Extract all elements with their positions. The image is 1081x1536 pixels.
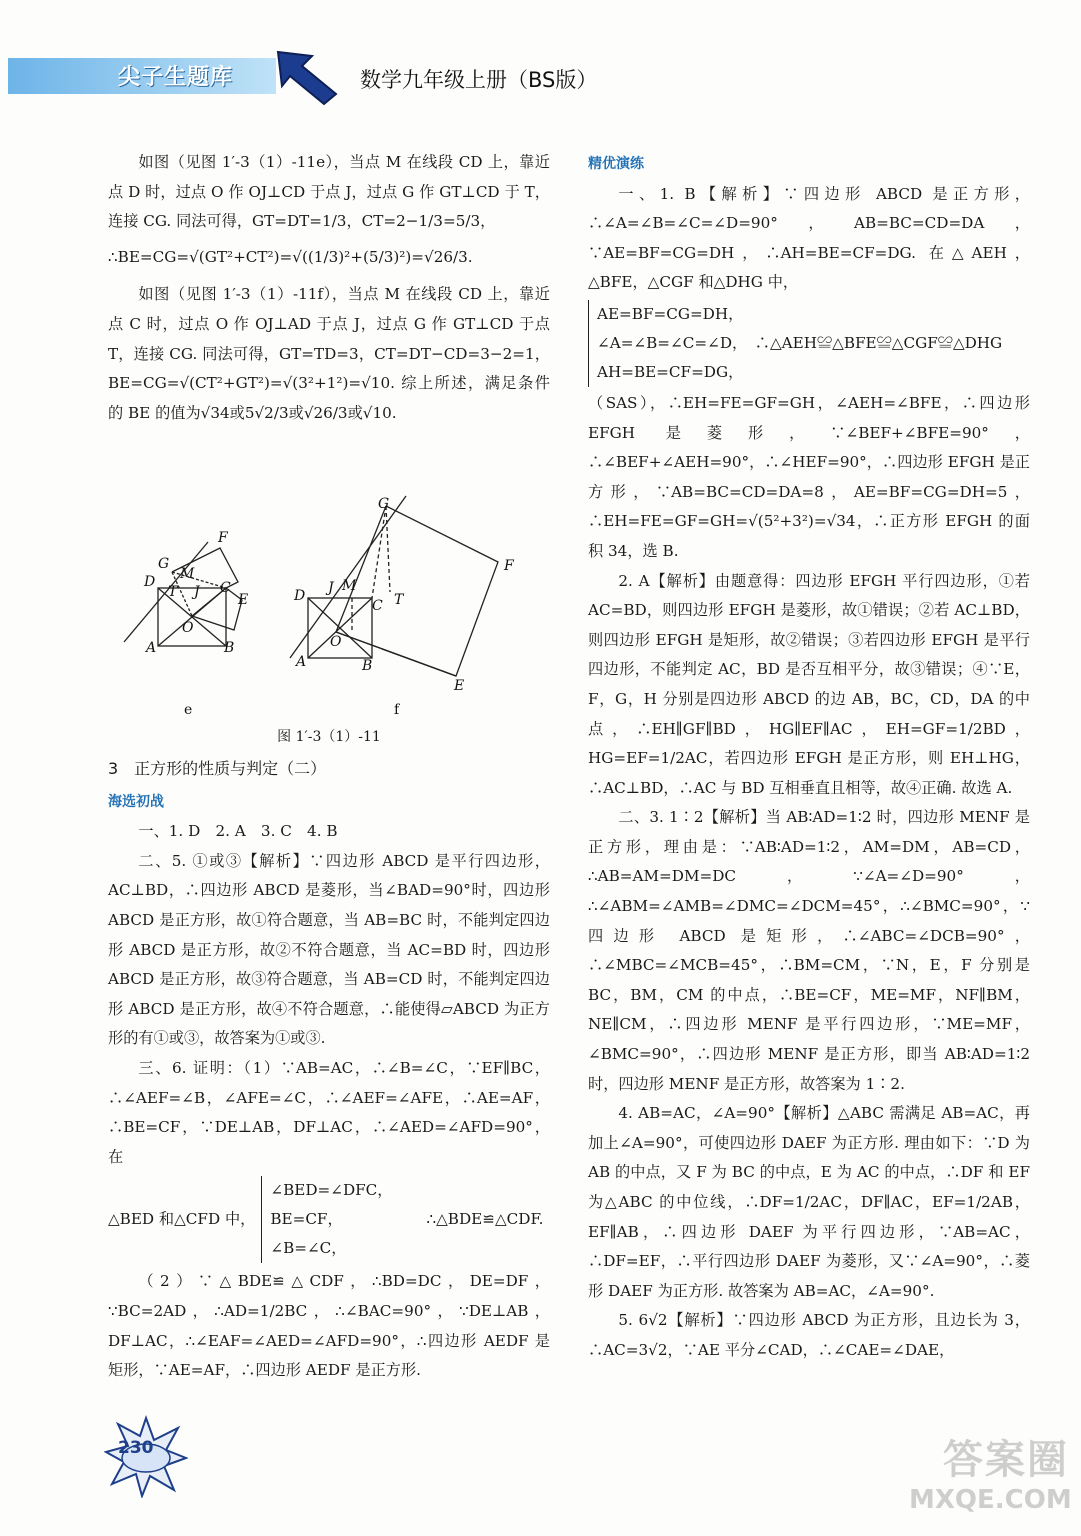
fig-label: O bbox=[330, 634, 342, 650]
fig-label: E bbox=[454, 678, 465, 694]
answer-5: 二、5. ①或③【解析】∵四边形 ABCD 是平行四边形，AC⊥BD，∴四边形 ABCD 是菱形，当∠BAD=90°时，四边形 ABCD 是正方形，故①符合题意，当 AB=BC 时，不能判定四边形 ABCD 是正方形，故②不符合题意，当 AC=BD 时，四边形 ABCD 是正方形，故③符合题意，当 AB=CD 时，不能判定四边形 ABCD 是正方形，故④不符合题意，∴能使得▱ABCD 为正方形的有①或③，故答案为①或③. bbox=[108, 851, 550, 1048]
arrow-icon bbox=[272, 46, 342, 106]
answer-r2: 2. A【解析】由题意得：四边形 EFGH 平行四边形，①若 AC=BD，则四边形 EFGH 是菱形，故①错误；②若 AC⊥BD，则四边形 EFGH 是矩形，故②错误；③若四边形 EFGH 是平行四边形，不能判定 AC，BD 是否互相平分，故③错误；④∵E，F，G，H 分别是四边形 ABCD 的边 AB，BC，CD，DA 的中点，∴EH∥GF∥BD，HG∥EF∥AC，EH=GF=1/2BD，HG=EF=1/2AC，若四边形 EFGH 是正方形，则 EH⊥HG，∴AC⊥BD，∴AC 与 BD 互相垂直且相等，故④正确. 故选 A. bbox=[588, 571, 1030, 797]
fig-label: A bbox=[296, 654, 307, 670]
answer-r5: 5. 6√2【解析】∵四边形 ABCD 为正方形，且边长为 3，∴AC=3√2，∵AE 平分∠CAD，∴∠CAE=∠DAE， bbox=[588, 1311, 1030, 1359]
subsection-label-1: 海选初战 bbox=[108, 793, 164, 810]
answer-r1-continued: （SAS），∴EH=FE=GF=GH，∠AEH=∠BFE，∴四边形 EFGH 是菱形，∵∠BEF+∠BFE=90°，∴∠BEF+∠AEH=90°，∴∠HEF=90°，∴四边形 EFGH 是正方形，∵AB=BC=CD=DA=8，AE=BF=CG=DH=5，∴EH=FE=GF=GH=√(5²+3²)=√34，∴正方形 EFGH 的面积 34，选 B. bbox=[588, 393, 1030, 560]
system-line: ∠B=∠C， bbox=[270, 1239, 347, 1258]
fig-label: F bbox=[504, 558, 514, 574]
left-column-top bbox=[108, 148, 550, 428]
section-title: 3 正方形的性质与判定（二） bbox=[108, 759, 327, 778]
fig-label: J bbox=[194, 584, 200, 600]
subsection-label-2: 精优演练 bbox=[588, 156, 644, 172]
formula-be-cg-e: ∴BE=CG=√(GT²+CT²)=√((1/3)²+(5/3)²)=√26/3. bbox=[108, 247, 473, 266]
answers-choice: 一、1. D 2. A 3. C 4. B bbox=[138, 822, 338, 841]
fig-label: D bbox=[144, 574, 156, 590]
subfigure-label-e: e bbox=[184, 702, 193, 718]
fig-label: B bbox=[362, 658, 373, 674]
fig-label: E bbox=[238, 592, 249, 608]
left-column-bottom bbox=[108, 754, 550, 1386]
fig-label: M bbox=[180, 566, 195, 582]
answer-r1: 一、1. B【解析】∵四边形 ABCD 是正方形，∴∠A=∠B=∠C=∠D=90°，AB=BC=CD=DA，∵AE=BF=CG=DH，∴AH=BE=CF=DG. 在△AEH，△BFE，△CGF 和△DHG 中， bbox=[588, 184, 1030, 292]
fig-label: F bbox=[218, 530, 228, 546]
fig-label: C bbox=[372, 598, 383, 614]
fig-label: G bbox=[158, 556, 170, 572]
system-line: AE=BF=CG=DH， bbox=[597, 304, 744, 323]
subfigure-label-f: f bbox=[394, 702, 400, 718]
system-intro: △BED 和△CFD 中， bbox=[108, 1210, 256, 1229]
book-title: 数学九年级上册（BS版） bbox=[360, 68, 598, 92]
fig-label: G bbox=[378, 496, 390, 512]
answer-6-part2: （2）∵△BDE≌△CDF，∴BD=DC，DE=DF，∵BC=2AD，∴AD=1/2BC，∴∠BAC=90°，∵DE⊥AB，DF⊥AC，∴∠EAF=∠AED=∠AFD=90°，∴四边形 AEDF 是矩形，∵AE=AF，∴四边形 AEDF 是正方形. bbox=[108, 1272, 550, 1380]
figure-caption: 图 1′-3（1）-11 bbox=[277, 729, 381, 745]
system-line: AH=BE=CF=DG， bbox=[597, 362, 744, 381]
watermark-logo bbox=[909, 1428, 1072, 1528]
fig-label: C bbox=[220, 580, 231, 596]
system-result: ∴△BDE≌△CDF. bbox=[426, 1210, 544, 1229]
fig-label: O bbox=[182, 620, 194, 636]
fig-label: A bbox=[146, 640, 157, 656]
watermark-text: 答案圈 bbox=[943, 1437, 1069, 1483]
r1-system-brace bbox=[588, 300, 1030, 387]
brand-title: 尖子生题库 bbox=[118, 65, 234, 90]
watermark-url: MXQE.COM bbox=[909, 1485, 1072, 1515]
fig-label: J bbox=[328, 580, 334, 596]
congruence-system bbox=[108, 1176, 550, 1263]
answer-r4: 4. AB=AC，∠A=90°【解析】△ABC 需满足 AB=AC，再加上∠A=90°，可使四边形 DAEF 为正方形. 理由如下：∵D 为 AB 的中点，又 F 为 BC 的中点，E 为 AC 的中点，∴DF 和 EF 为△ABC 的中位线，∴DF=1/2AC，DF∥AC，EF=1/2AB，EF∥AB，∴四边形 DAEF 为平行四边形，∵AB=AC，∴DF=EF，∴平行四边形 DAEF 为菱形，又∵∠A=90°，∴菱形 DAEF 为正方形. 故答案为 AB=AC，∠A=90°. bbox=[588, 1104, 1030, 1300]
system-line: BE=CF， bbox=[270, 1210, 343, 1229]
answer-6-part1: 三、6. 证明：（1）∵AB=AC，∴∠B=∠C，∵EF∥BC，∴∠AEF=∠B，∠AFE=∠C，∴∠AEF=∠AFE，∴AE=AF，∴BE=CF，∵DE⊥AB，DF⊥AC，∴∠AED=∠AFD=90°，在 bbox=[108, 1058, 550, 1166]
system-line: ∠A=∠B=∠C=∠D， ∴△AEH≌△BFE≌△CGF≌△DHG bbox=[597, 333, 1003, 352]
geometry-figure bbox=[108, 492, 550, 724]
fig-label: T bbox=[394, 592, 404, 608]
answer-r3: 二、3. 1∶2【解析】当 AB∶AD=1∶2 时，四边形 MENF 是正方形，理由是：∵AB∶AD=1∶2，AM=DM，AB=CD，∴AB=AM=DM=DC，∵∠A=∠D=90°，∴∠ABM=∠AMB=∠DMC=∠DCM=45°，∴∠BMC=90°，∵四边形 ABCD 是矩形，∴∠ABC=∠DCB=90°，∴∠MBC=∠MCB=45°，∴BM=CM，∵N，E，F 分别是 BC，BM，CM 的中点，∴BE=CF，ME=MF，NF∥BM，NE∥CM，∴四边形 MENF 是平行四边形，∵ME=MF，∠BMC=90°，∴四边形 MENF 是正方形，即当 AB∶AD=1∶2 时，四边形 MENF 是正方形，故答案为 1∶2. bbox=[588, 808, 1030, 1093]
paragraph-case-f: 如图（见图 1′-3（1）-11f），当点 M 在线段 CD 上，靠近点 C 时，过点 O 作 OJ⊥AD 于点 J，过点 G 作 GT⊥CD 于点 T，连接 CG. 同法可得，GT=TD=3，CT=DT−CD=3−2=1，BE=CG=√(CT²+GT²)=√(3²+1²)=√10. 综上所述，满足条件的 BE 的值为√34或5√2/3或√26/3或√10. bbox=[108, 285, 550, 422]
system-brace bbox=[261, 1176, 392, 1263]
page-number: 230 bbox=[118, 1438, 154, 1458]
fig-label: D bbox=[294, 588, 306, 604]
paragraph-case-e: 如图（见图 1′-3（1）-11e），当点 M 在线段 CD 上，靠近点 D 时，过点 O 作 OJ⊥CD 于点 J，过点 G 作 GT⊥CD 于 T，连接 CG. 同法可得，GT=DT=1/3，CT=2−1/3=5/3， bbox=[108, 153, 550, 231]
system-line: ∠BED=∠DFC， bbox=[270, 1181, 393, 1200]
fig-label: T bbox=[168, 584, 178, 600]
right-column bbox=[588, 150, 1030, 1366]
fig-label: B bbox=[224, 640, 235, 656]
fig-label: M bbox=[342, 578, 357, 594]
